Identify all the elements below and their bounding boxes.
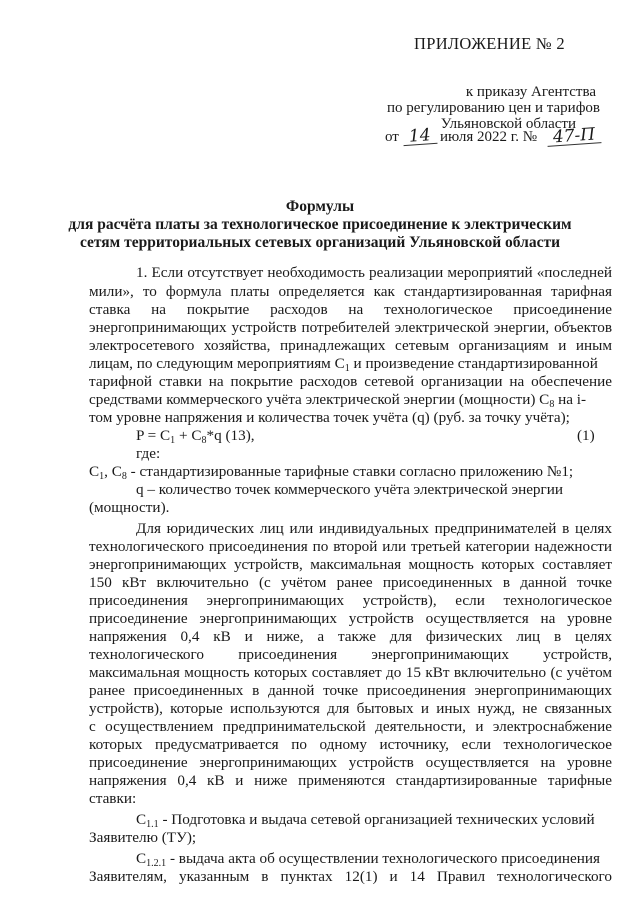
p2-line-11: устройств), которые используются для бытовых и иных нужд, не связанных (89, 700, 612, 717)
p1-line-9: том уровне напряжения и количества точек учёта (q) (руб. за точку учёта); (89, 409, 570, 426)
p1-line-1: 1. Если отсутствует необходимость реализации мероприятий «последней (136, 264, 612, 281)
doc-subtitle-line-2: сетям территориальных сетевых организаций Ульяновской области (79, 234, 561, 251)
doc-title: Формулы (285, 198, 355, 215)
header-line-3: Ульяновской области (440, 116, 576, 132)
p2-line-9: максимальная мощность которых составляет до 15 кВт включительно (с учётом (89, 664, 612, 681)
p2-line-3: энергопринимающих устройств, максимальная мощность которых составляет (89, 556, 612, 573)
p2-line-1: Для юридических лиц или индивидуальных предпринимателей в целях (136, 520, 612, 537)
date-middle: июля 2022 г. № (440, 129, 538, 145)
p1-line-3: ставка на покрытие расходов на технологическое присоединение (89, 301, 612, 318)
p2-line-5: присоединения энергопринимающих устройств), если технологическое (89, 592, 612, 609)
p1-line-7: тарифной ставки на покрытие расходов сетевой организации на обеспечение (89, 373, 612, 390)
p2-line-10: ранее присоединенных в данной точке присоединения энергопринимающих (89, 682, 612, 699)
handwritten-day: 14 (402, 128, 437, 146)
definition-q: q – количество точек коммерческого учёта электрической энергии (136, 481, 564, 498)
c11-line-2: Заявителю (ТУ); (89, 829, 197, 846)
date-prefix: от (385, 129, 399, 145)
p2-line-13: которых предусматривается по одному источнику, если технологическое (89, 736, 612, 753)
definition-q-cont: (мощности). (89, 499, 170, 516)
where-label: где: (136, 445, 161, 462)
p1-line-6: лицам, по следующим мероприятиям $С_1$ и произведение стандартизированной (89, 355, 598, 374)
c121-line-1: $С_{1.2.1}$ - выдача акта об осуществлении технологического присоединения (136, 850, 601, 869)
p2-line-7: напряжения 0,4 кВ и ниже, а также для физических лиц в целях (89, 628, 612, 645)
formula-number: (1) (577, 427, 595, 444)
p2-line-12: с осуществлением предпринимательской деятельности, и электроснабжение (89, 718, 612, 735)
c121-line-2: Заявителям, указанным в пунктах 12(1) и 14 Правил технологического (89, 868, 612, 885)
doc-subtitle-line-1: для расчёта платы за технологическое присоединение к электрическим (68, 216, 572, 233)
formula: $P = C_1 + C_8*q$ (13), (136, 427, 255, 446)
p2-line-16: ставки: (89, 790, 137, 807)
header-line-1: к приказу Агентства (465, 84, 596, 100)
p1-line-4: энергопринимающих устройств потребителей электрической энергии, объектов (89, 319, 612, 336)
p2-line-6: присоединение энергопринимающих устройств осуществляется на уровне (89, 610, 612, 627)
p2-line-15: напряжения 0,4 кВ и ниже применяются стандартизированные тарифные (89, 772, 612, 789)
p2-line-2: технологического присоединения по второй или третьей категории надежности (89, 538, 612, 555)
appendix-title: ПРИЛОЖЕНИЕ № 2 (414, 34, 565, 53)
handwritten-order-number: 47-П (546, 127, 601, 147)
p2-line-14: присоединение энергопринимающих устройств осуществляется на уровне (89, 754, 612, 771)
p1-line-2: мили», то формула платы определяется как стандартизированная тарифная (89, 283, 612, 300)
header-line-2: по регулированию цен и тарифов (387, 100, 600, 116)
p2-line-8: технологического присоединения энергопринимающих устройств, (89, 646, 612, 663)
definition-c1-c8: $С_1$, $С_8$ - стандартизированные тарифные ставки согласно приложению №1; (89, 463, 574, 482)
p2-line-4: 150 кВт включительно (с учётом ранее присоединенных в данной точке (89, 574, 612, 591)
p1-line-8: средствами коммерческого учёта электрической энергии (мощности) $С_8$ на i- (89, 391, 587, 410)
p1-line-5: электросетевого хозяйства, принадлежащих сетевым организациям и иным (89, 337, 612, 354)
c11-line-1: $С_{1.1}$ - Подготовка и выдача сетевой организацией технических условий (136, 811, 595, 830)
